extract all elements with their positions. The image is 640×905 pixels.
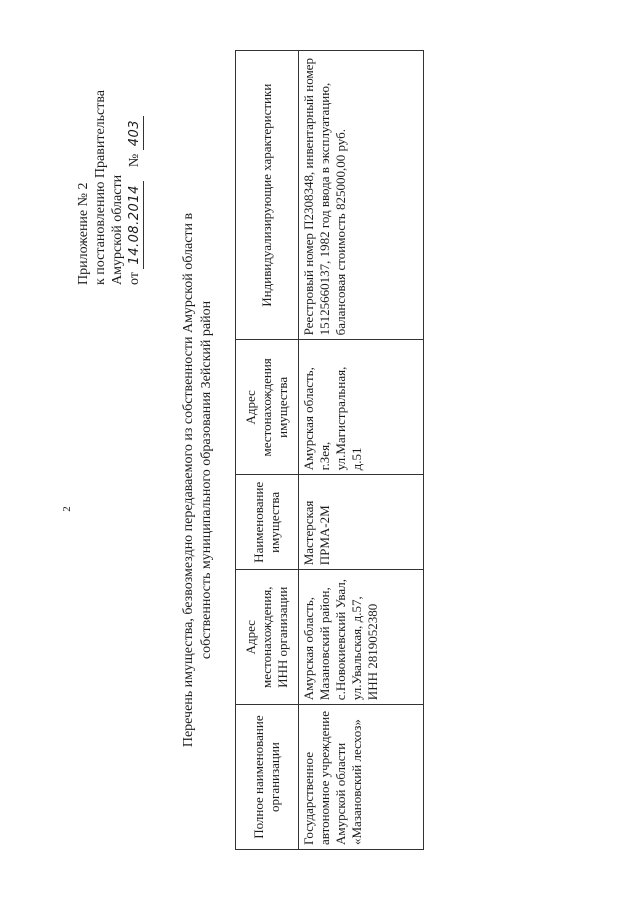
appendix-date-line <box>126 45 144 285</box>
handwritten-number: 403 <box>126 116 144 150</box>
column-header: Адрес местонахождения имущества <box>236 340 299 475</box>
column-header: Индивидуализирующие характеристики <box>236 51 299 340</box>
property-characteristics-cell: Реестровый номер П2308348, инвентарный номер 15125660137, 1982 год ввода в эксплуатацию, балансовая стоимость 825000,00 руб. <box>299 51 424 340</box>
title-line-1: Перечень имущества, безвозмездно передаваемого из собственности Амурской области в <box>181 212 196 748</box>
organization-name-cell: Государственное автономное учреждение Амурской области «Мазановский лесхоз» <box>299 705 424 850</box>
date-prefix: от <box>127 272 142 285</box>
page-number: 2 <box>60 506 73 512</box>
appendix-line-2: к постановлению Правительства <box>93 89 108 285</box>
handwritten-date: 14.08.2014 <box>126 181 144 268</box>
property-name-cell: Мастерская ПРМА-2М <box>299 475 424 570</box>
property-address-cell: Амурская область, г.Зея, ул.Магистральная, д.51 <box>299 340 424 475</box>
appendix-header <box>75 45 144 285</box>
assets-table <box>235 50 424 850</box>
column-header: Наименование имущества <box>236 475 299 570</box>
document-title <box>180 120 216 840</box>
appendix-line-1: Приложение № 2 <box>76 182 91 285</box>
column-header: Полное наименование организации <box>236 705 299 850</box>
table-row <box>299 51 424 850</box>
column-header: Адрес местонахождения, ИНН организации <box>236 570 299 705</box>
title-line-2: собственность муниципального образования Зейский район <box>199 300 214 660</box>
table-header-row <box>236 51 299 850</box>
appendix-line-3: Амурской области <box>110 174 125 285</box>
number-prefix: № <box>127 153 142 168</box>
document-sheet <box>20 40 620 880</box>
organization-address-cell: Амурская область, Мазановский район, с.Новокиевский Увал, ул.Увальская, д.57, ИНН 2819052380 <box>299 570 424 705</box>
